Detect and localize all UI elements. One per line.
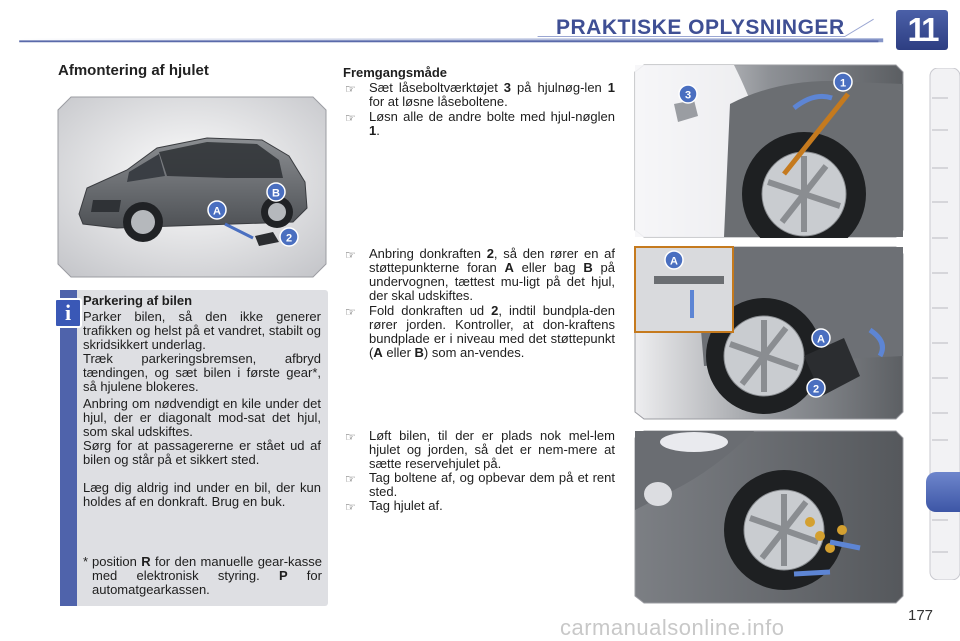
chapter-number: 11: [907, 11, 937, 48]
procedure-step: Tag hjulet af.: [369, 498, 443, 513]
bullet-icon: ☞: [345, 500, 356, 514]
bullet-icon: ☞: [345, 82, 356, 96]
info-paragraph: Parker bilen, så den ikke generer trafikken og helst på et vandret, stabilt og skridsikkert underlag.: [83, 309, 321, 352]
callout-a: A: [213, 205, 221, 218]
bullet-icon: ☞: [345, 111, 356, 125]
page-header-title: PRAKTISKE OPLYSNINGER: [556, 16, 845, 39]
bullet-icon: ☞: [345, 430, 356, 444]
callout-a-detail: A: [670, 255, 678, 268]
procedure-step: Løsn alle de andre bolte med hjul-nøglen 1.: [369, 109, 615, 138]
info-paragraph: Læg dig aldrig ind under en bil, der kun holdes af en donkraft. Brug en buk.: [83, 480, 321, 509]
procedure-title: Fremgangsmåde: [343, 65, 448, 80]
callout-2: 2: [285, 232, 293, 245]
procedure-step: Løft bilen, til der er plads nok mel-lem hjulet og jorden, så det er nem-mere at sætte reservehjulet på.: [369, 428, 615, 471]
callout-a: A: [817, 333, 825, 346]
callout-b: B: [272, 187, 280, 200]
active-chapter-tab[interactable]: [926, 472, 960, 512]
info-paragraph: Træk parkeringsbremsen, afbryd tændingen, og sæt bilen i første gear*, så hjulene blokeres.: [83, 351, 321, 394]
procedure-step: Fold donkraften ud 2, indtil bundpla-den rører jorden. Kontroller, at don-kraftens bundplade er i niveau med det støttepunkt (A eller B) som an-vendes.: [369, 303, 615, 360]
info-box-strip: [60, 290, 77, 606]
figure-remove-wheel: [634, 430, 904, 604]
footnote: position R for den manuelle gear-kasse med elektronisk styring. P for automatgearkassen.: [92, 554, 322, 597]
footnote-marker: *: [83, 554, 89, 569]
page-number: 177: [908, 607, 934, 624]
bullet-icon: ☞: [345, 248, 356, 262]
bullet-icon: ☞: [345, 472, 356, 486]
section-title: Afmontering af hjulet: [58, 62, 209, 79]
callout-2: 2: [812, 383, 820, 396]
figure-loosen-bolts: [634, 64, 904, 238]
bullet-icon: ☞: [345, 305, 356, 319]
callout-1: 1: [839, 77, 847, 90]
figure-position-jack: [634, 246, 904, 420]
car-jack-points-illustration: [57, 96, 327, 278]
info-box-title: Parkering af bilen: [83, 293, 193, 308]
procedure-step: Anbring donkraften 2, så den rører en af støttepunkterne foran A eller bag B på undervognen, tættest mu-ligt på det hjul, der skal udskiftes.: [369, 246, 615, 303]
procedure-step: Sæt låseboltværktøjet 3 på hjulnøg-len 1 for at løsne låseboltene.: [369, 80, 615, 109]
callout-3: 3: [684, 89, 692, 102]
info-paragraph: Anbring om nødvendigt en kile under det hjul, der er diagonalt mod-sat det hjul, som skal udskiftes.: [83, 396, 321, 439]
info-paragraph: Sørg for at passagererne er stået ud af bilen og står på et sikkert sted.: [83, 438, 321, 467]
watermark: carmanualsonline.info: [560, 615, 785, 640]
procedure-step: Tag boltene af, og opbevar dem på et rent sted.: [369, 470, 615, 499]
info-icon: i: [54, 298, 82, 328]
